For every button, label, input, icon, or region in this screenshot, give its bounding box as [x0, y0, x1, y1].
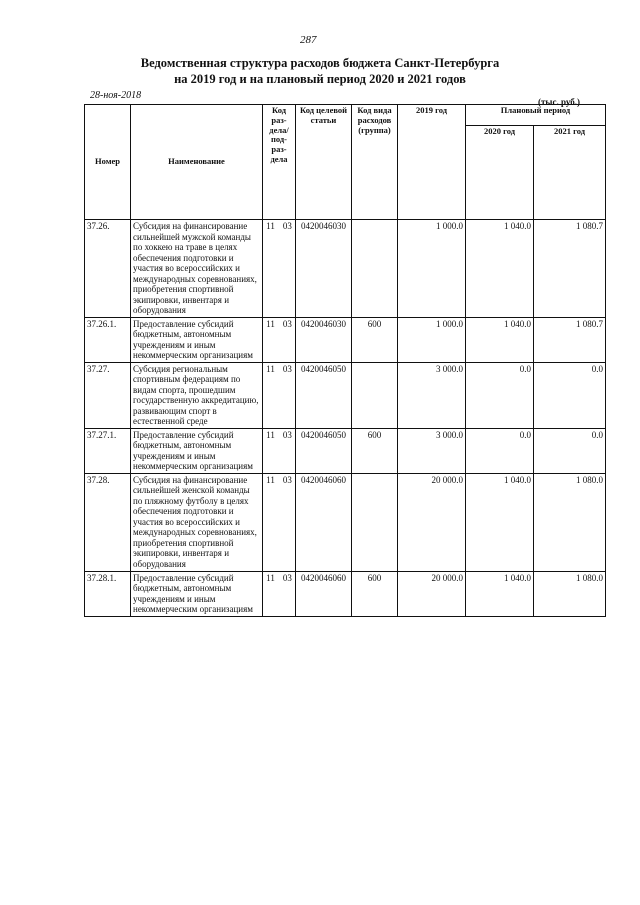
- row-number: 37.26.: [85, 220, 131, 318]
- row-number: 37.28.: [85, 473, 131, 571]
- table-row: [85, 362, 606, 428]
- header-planned-period: Плановый период: [466, 105, 606, 126]
- row-name: Предоставление субсидий бюджетным, автономным учреждениям и иным некоммерческим организациям: [131, 317, 263, 362]
- row-section-code: [263, 428, 296, 473]
- row-number: 37.26.1.: [85, 317, 131, 362]
- budget-table: [84, 104, 606, 617]
- row-section-code: [263, 362, 296, 428]
- page-number: 287: [300, 34, 317, 46]
- section-code: 11: [266, 429, 275, 440]
- subsection-code: 03: [282, 318, 292, 329]
- row-value-2021: 1 080.7: [534, 317, 606, 362]
- row-number: 37.28.1.: [85, 571, 131, 616]
- row-expense-type: 600: [352, 317, 398, 362]
- row-value-2020: 1 040.0: [466, 220, 534, 318]
- row-number: 37.27.: [85, 362, 131, 428]
- table-row: [85, 428, 606, 473]
- table-row: [85, 571, 606, 616]
- header-number: Номер: [85, 105, 131, 220]
- section-code: 11: [266, 474, 275, 485]
- row-section-code: [263, 317, 296, 362]
- document-title: Ведомственная структура расходов бюджета Санкт-Петербурга: [140, 56, 500, 70]
- subsection-code: 03: [282, 429, 292, 440]
- table-row: [85, 473, 606, 571]
- row-target-code: 0420046030: [296, 220, 352, 318]
- row-value-2019: 1 000.0: [398, 220, 466, 318]
- row-expense-type: 600: [352, 571, 398, 616]
- row-section-code: [263, 220, 296, 318]
- row-name: Субсидия на финансирование сильнейшей мужской команды по хоккею на траве в целях обеспечения подготовки и участия во всероссийских и международных соревнованиях, приобретения спортивной экипировки, инвентаря и оборудования: [131, 220, 263, 318]
- row-value-2021: 1 080.0: [534, 473, 606, 571]
- row-expense-type: 600: [352, 428, 398, 473]
- section-code: 11: [266, 318, 275, 329]
- row-expense-type: [352, 362, 398, 428]
- row-target-code: 0420046060: [296, 571, 352, 616]
- row-value-2020: 0.0: [466, 362, 534, 428]
- header-year-2021: 2021 год: [534, 126, 606, 220]
- section-code: 11: [266, 363, 275, 374]
- row-value-2020: 1 040.0: [466, 473, 534, 571]
- row-section-code: [263, 571, 296, 616]
- table-body: [85, 220, 606, 617]
- table-row: [85, 220, 606, 318]
- row-value-2019: 3 000.0: [398, 428, 466, 473]
- header-name: Наименование: [131, 105, 263, 220]
- row-section-code: [263, 473, 296, 571]
- row-value-2020: 0.0: [466, 428, 534, 473]
- row-target-code: 0420046050: [296, 428, 352, 473]
- row-expense-type: [352, 220, 398, 318]
- subsection-code: 03: [282, 221, 292, 231]
- row-name: Субсидия региональным спортивным федерациям по видам спорта, прошедшим государственную аккредитацию, развивающим спорт в естественной среде: [131, 362, 263, 428]
- header-year-2020: 2020 год: [466, 126, 534, 220]
- section-code: 11: [266, 221, 275, 231]
- subsection-code: 03: [282, 474, 292, 485]
- row-value-2021: 1 080.0: [534, 571, 606, 616]
- document-date: 28-ноя-2018: [90, 90, 142, 101]
- table-row: [85, 317, 606, 362]
- row-name: Предоставление субсидий бюджетным, автономным учреждениям и иным некоммерческим организациям: [131, 571, 263, 616]
- table-header: [85, 105, 606, 220]
- row-target-code: 0420046060: [296, 473, 352, 571]
- row-value-2019: 1 000.0: [398, 317, 466, 362]
- header-year-2019: 2019 год: [398, 105, 466, 220]
- row-name: Субсидия на финансирование сильнейшей женской команды по пляжному футболу в целях обеспечения подготовки и участия во всероссийских и международных соревнованиях, приобретения спортивной экипировки, инвентаря и оборудования: [131, 473, 263, 571]
- row-number: 37.27.1.: [85, 428, 131, 473]
- subsection-code: 03: [282, 572, 292, 583]
- row-value-2019: 20 000.0: [398, 571, 466, 616]
- document-subtitle: на 2019 год и на плановый период 2020 и 2021 годов: [174, 72, 466, 86]
- row-value-2021: 0.0: [534, 428, 606, 473]
- row-name: Предоставление субсидий бюджетным, автономным учреждениям и иным некоммерческим организациям: [131, 428, 263, 473]
- section-code: 11: [266, 572, 275, 583]
- header-target-code: Код целевой статьи: [296, 105, 352, 220]
- row-value-2021: 0.0: [534, 362, 606, 428]
- units-label: (тыс. руб.): [538, 97, 580, 107]
- row-target-code: 0420046050: [296, 362, 352, 428]
- header-expense-type-code: Код вида расходов (группа): [352, 105, 398, 220]
- row-value-2019: 3 000.0: [398, 362, 466, 428]
- row-value-2020: 1 040.0: [466, 317, 534, 362]
- row-value-2021: 1 080.7: [534, 220, 606, 318]
- header-section-code: Код раз-дела/ под-раз-дела: [263, 105, 296, 220]
- subsection-code: 03: [282, 363, 292, 374]
- row-value-2019: 20 000.0: [398, 473, 466, 571]
- row-expense-type: [352, 473, 398, 571]
- row-value-2020: 1 040.0: [466, 571, 534, 616]
- row-target-code: 0420046030: [296, 317, 352, 362]
